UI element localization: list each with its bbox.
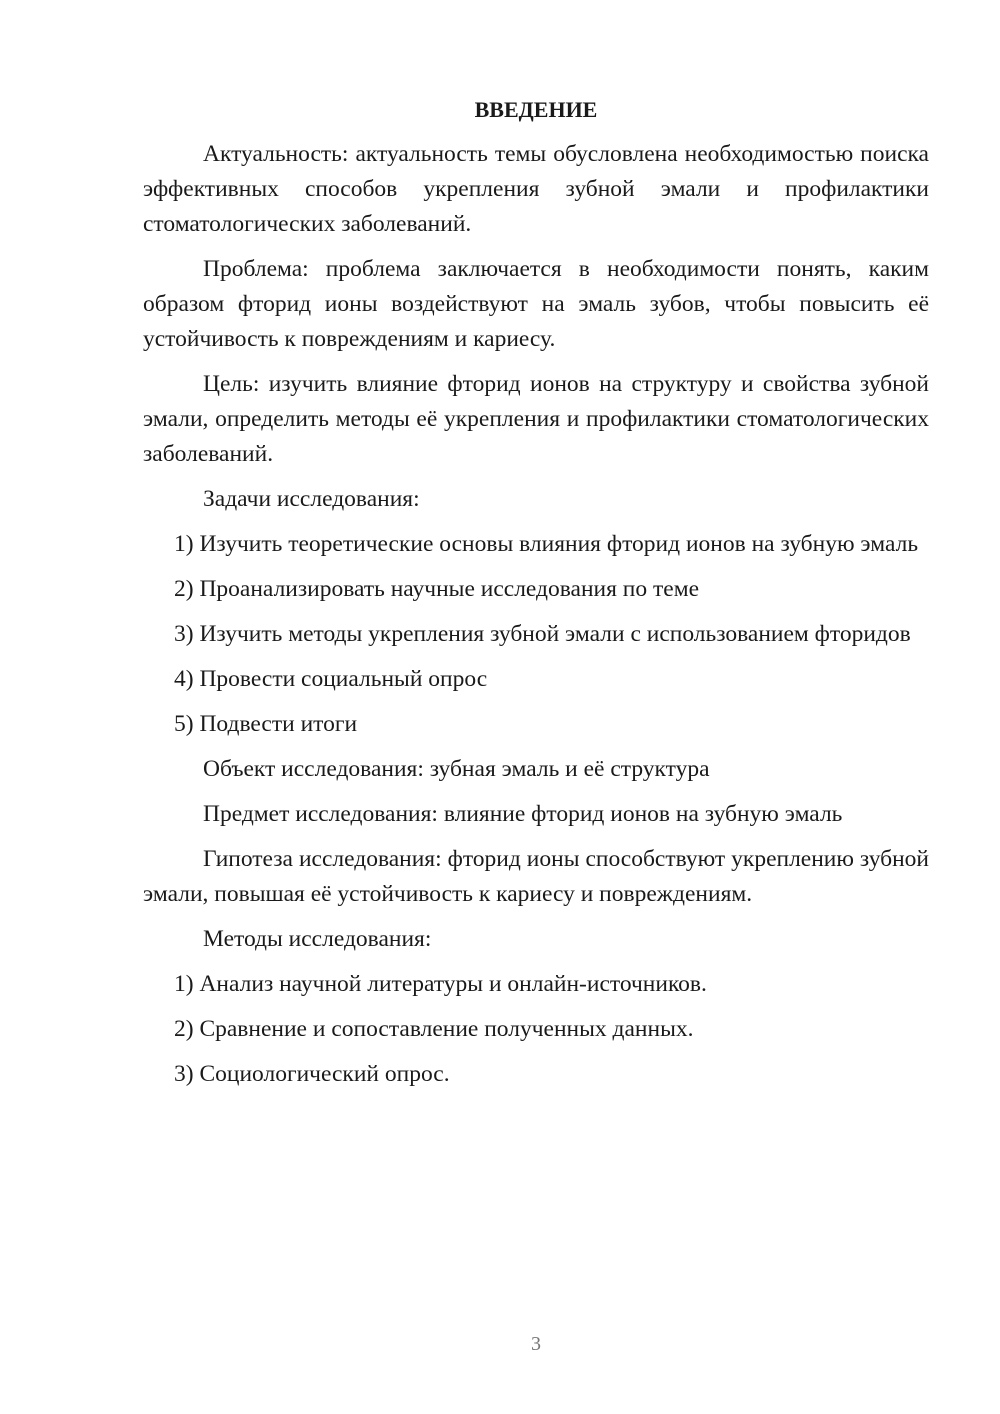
task-item-1: 1) Изучить теоретические основы влияния фторид ионов на зубную эмаль: [174, 531, 919, 557]
task-item-4: 4) Провести социальный опрос: [174, 666, 488, 692]
relevance-paragraph: Актуальность: актуальность темы обусловлена необходимостью поиска эффективных способов укрепления зубной эмали и профилактики стоматологических заболеваний.: [143, 141, 929, 237]
task-item-2: 2) Проанализировать научные исследования по теме: [174, 576, 699, 602]
task-item-3: 3) Изучить методы укрепления зубной эмали с использованием фторидов: [174, 621, 911, 647]
hypothesis-paragraph: Гипотеза исследования: фторид ионы способствуют укреплению зубной эмали, повышая её устойчивость к кариесу и повреждениям.: [143, 846, 929, 907]
page-content: [143, 92, 929, 1102]
tasks-heading: Задачи исследования:: [203, 486, 420, 512]
object-paragraph: Объект исследования: зубная эмаль и её структура: [203, 756, 710, 782]
problem-paragraph: Проблема: проблема заключается в необходимости понять, каким образом фторид ионы воздействуют на эмаль зубов, чтобы повысить её устойчивость к повреждениям и кариесу.: [143, 256, 929, 352]
page-number: 3: [531, 1333, 541, 1355]
methods-heading: Методы исследования:: [203, 926, 432, 952]
task-item-5: 5) Подвести итоги: [174, 711, 358, 737]
page-title: ВВЕДЕНИЕ: [474, 97, 598, 122]
method-item-1: 1) Анализ научной литературы и онлайн-источников.: [174, 971, 707, 997]
method-item-2: 2) Сравнение и сопоставление полученных данных.: [174, 1016, 694, 1042]
subject-paragraph: Предмет исследования: влияние фторид ионов на зубную эмаль: [203, 801, 843, 827]
method-item-3: 3) Социологический опрос.: [174, 1061, 450, 1087]
goal-paragraph: Цель: изучить влияние фторид ионов на структуру и свойства зубной эмали, определить методы её укрепления и профилактики стоматологических заболеваний.: [143, 371, 929, 467]
